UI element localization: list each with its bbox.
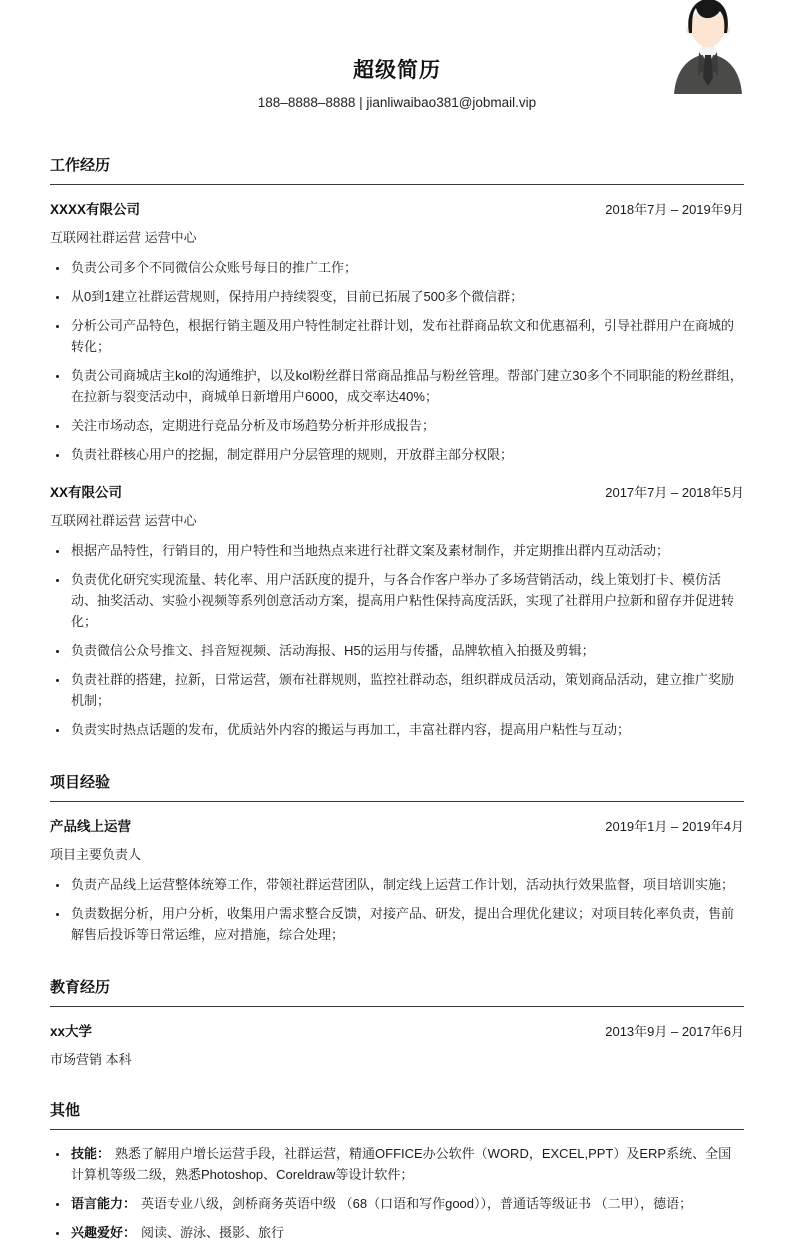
work-entry-2 xyxy=(50,481,744,740)
section-education xyxy=(50,976,744,1068)
resume-header xyxy=(50,0,744,110)
education-entry xyxy=(50,1020,744,1068)
bullet-item: • 负责优化研究实现流量、转化率、用户活跃度的提升，与各合作客户举办了多场营销活动，线上策划打卡、模仿活动、抽奖活动、实验小视频等系列创意活动方案，提高用户粘性保持高度活跃，实现了社群用户拉新和留存并促进转化； xyxy=(69,569,744,632)
section-heading-other: 其他 xyxy=(50,1099,744,1130)
major-line: 市场营销 本科 xyxy=(50,1052,132,1067)
section-heading-education: 教育经历 xyxy=(50,976,744,1007)
date-range: 2013年9月 – 2017年6月 xyxy=(605,1024,744,1039)
bullet-item-skills xyxy=(69,1143,744,1185)
date-range: 2019年1月 – 2019年4月 xyxy=(605,819,744,834)
bullet-list xyxy=(50,874,744,945)
item-label: 技能： xyxy=(71,1146,111,1161)
contact-info: 188–8888–8888 | jianliwaibao381@jobmail.vip xyxy=(257,95,537,110)
school-name: xx大学 xyxy=(50,1024,93,1039)
bullet-item: • 负责实时热点话题的发布，优质站外内容的搬运与再加工，丰富社群内容，提高用户粘性与互动； xyxy=(69,719,744,740)
bullet-item: • 负责数据分析，用户分析，收集用户需求整合反馈，对接产品、研发，提出合理优化建议；对项目转化率负责，售前解售后投诉等日常运维，应对措施，综合处理； xyxy=(69,903,744,945)
bullet-list xyxy=(50,1143,744,1243)
avatar xyxy=(668,0,748,94)
bullet-item: • 负责微信公众号推文、抖音短视频、活动海报、H5的运用与传播，品牌软植入拍摄及剪辑； xyxy=(69,640,744,661)
project-name: 产品线上运营 xyxy=(50,819,131,834)
role-line: 互联网社群运营 运营中心 xyxy=(50,513,197,528)
item-label: 语言能力： xyxy=(71,1196,137,1211)
role-line: 互联网社群运营 运营中心 xyxy=(50,230,197,245)
item-text: 熟悉了解用户增长运营手段，社群运营，精通OFFICE办公软件（WORD，EXCEL,PPT）及ERP系统、全国计算机等级二级，熟悉Photoshop、Coreldraw等设计软件； xyxy=(71,1146,732,1182)
item-text: 英语专业八级，剑桥商务英语中级 （68（口语和写作good）），普通话等级证书 （二甲），德语； xyxy=(141,1196,693,1211)
bullet-item: • 负责社群的搭建，拉新，日常运营，颁布社群规则，监控社群动态，组织群成员活动，策划商品活动，建立推广奖励机制； xyxy=(69,669,744,711)
bullet-item: • 根据产品特性，行销目的，用户特性和当地热点来进行社群文案及素材制作，并定期推出群内互动活动； xyxy=(69,540,744,561)
bullet-item: • 从0到1建立社群运营规则，保持用户持续裂变，目前已拓展了500多个微信群； xyxy=(69,286,744,307)
entry-header xyxy=(50,481,744,501)
bullet-item-hobbies xyxy=(69,1222,744,1243)
bullet-item: • 分析公司产品特色，根据行销主题及用户特性制定社群计划，发布社群商品软文和优惠福利，引导社群用户在商城的转化； xyxy=(69,315,744,357)
bullet-item: • 负责公司多个不同微信公众账号每日的推广工作； xyxy=(69,257,744,278)
section-other xyxy=(50,1099,744,1243)
company-name: XX有限公司 xyxy=(50,485,123,500)
page-title: 超级简历 xyxy=(353,59,441,82)
entry-header xyxy=(50,198,744,218)
section-work xyxy=(50,154,744,740)
date-range: 2018年7月 – 2019年9月 xyxy=(605,202,744,217)
bullet-list xyxy=(50,257,744,465)
bullet-item: • 负责产品线上运营整体统筹工作，带领社群运营团队，制定线上运营工作计划，活动执行效果监督，项目培训实施； xyxy=(69,874,744,895)
entry-header xyxy=(50,815,744,835)
bullet-list xyxy=(50,540,744,740)
date-range: 2017年7月 – 2018年5月 xyxy=(605,485,744,500)
male-avatar-icon xyxy=(668,0,748,94)
section-heading-project: 项目经验 xyxy=(50,771,744,802)
section-heading-work: 工作经历 xyxy=(50,154,744,185)
role-line: 项目主要负责人 xyxy=(50,847,142,862)
project-entry xyxy=(50,815,744,945)
bullet-item: • 负责社群核心用户的挖掘，制定群用户分层管理的规则，开放群主部分权限； xyxy=(69,444,744,465)
bullet-item: • 关注市场动态，定期进行竞品分析及市场趋势分析并形成报告； xyxy=(69,415,744,436)
work-entry-1 xyxy=(50,198,744,465)
item-text: 阅读、游泳、摄影、旅行 xyxy=(141,1225,285,1240)
company-name: XXXX有限公司 xyxy=(50,202,141,217)
bullet-item: • 负责公司商城店主kol的沟通维护，以及kol粉丝群日常商品推品与粉丝管理。帮部门建立30多个不同职能的粉丝群组，在拉新与裂变活动中，商城单日新增用户6000，成交率达40%； xyxy=(69,365,744,407)
bullet-item-languages xyxy=(69,1193,744,1214)
item-label: 兴趣爱好： xyxy=(71,1225,137,1240)
section-project xyxy=(50,771,744,945)
entry-header xyxy=(50,1020,744,1040)
